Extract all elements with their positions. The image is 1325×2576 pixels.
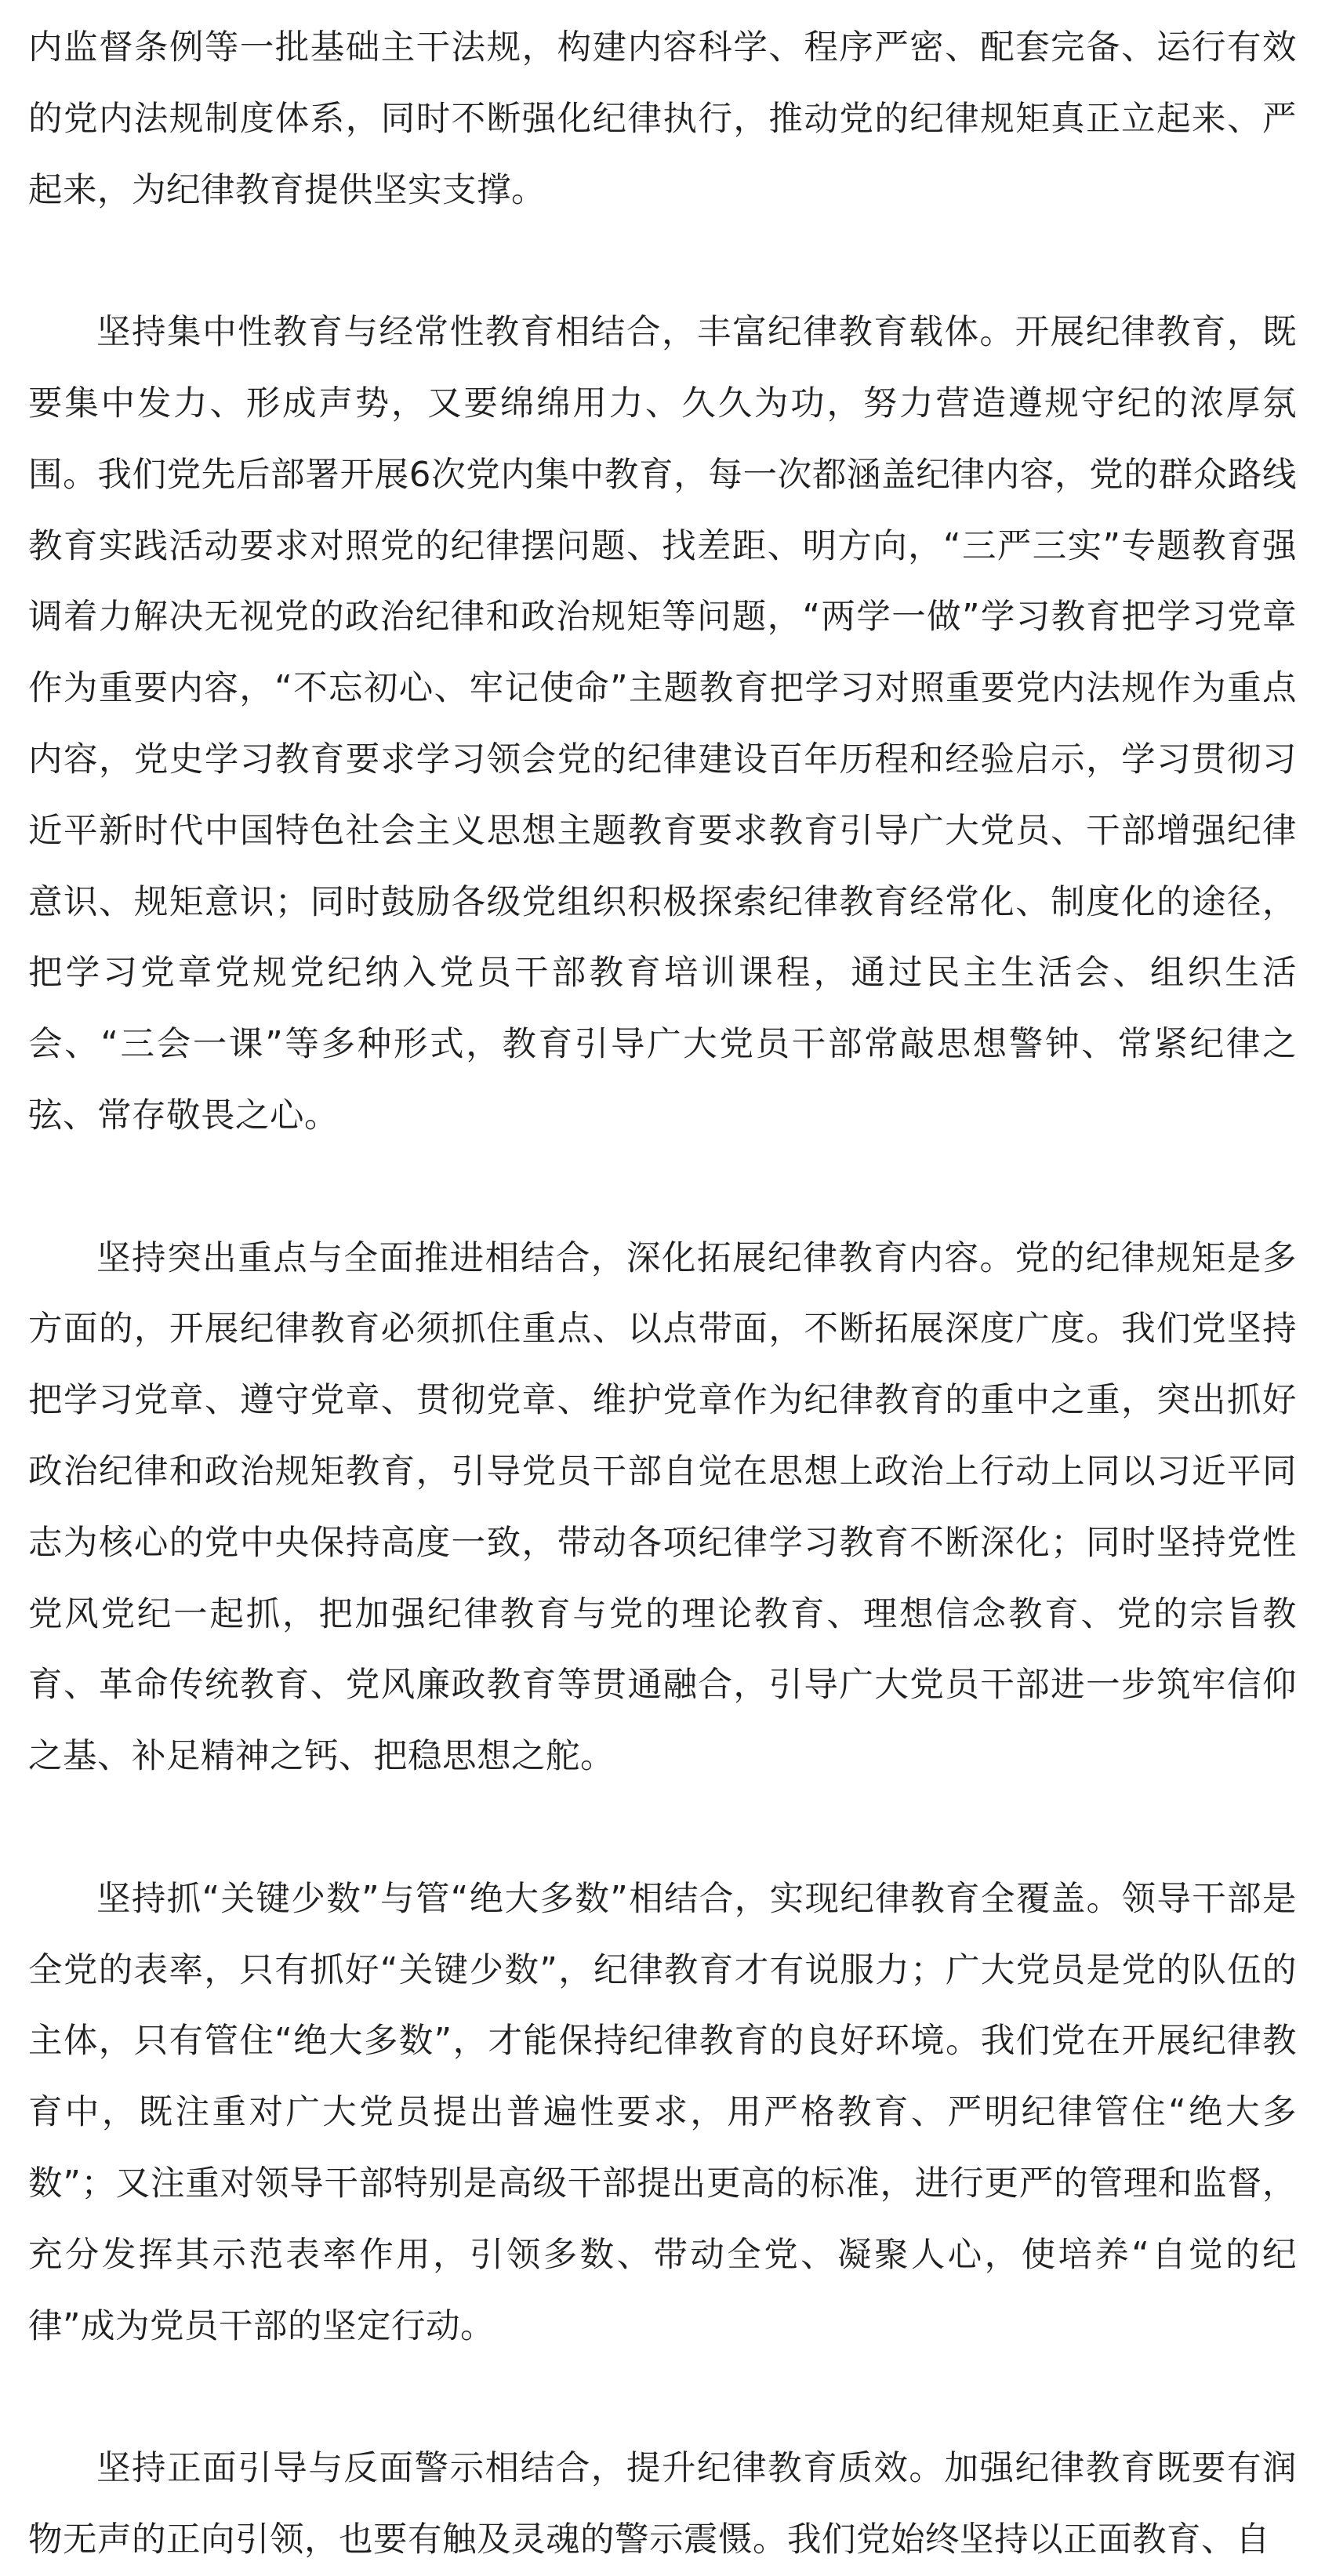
paragraph-1: 内监督条例等一批基础主干法规，构建内容科学、程序严密、配套完备、运行有效的党内法规制度体系，同时不断强化纪律执行，推动党的纪律规矩真正立起来、严起来，为纪律教育提供坚实支撑。 xyxy=(28,28,1297,210)
paragraph-5: 坚持正面引导与反面警示相结合，提升纪律教育质效。加强纪律教育既要有润物无声的正向引领，也要有触及灵魂的警示震慑。我们党始终坚持以正面教育、自 xyxy=(28,2449,1297,2560)
paragraph-2: 坚持集中性教育与经常性教育相结合，丰富纪律教育载体。开展纪律教育，既要集中发力、形成声势，又要绵绵用力、久久为功，努力营造遵规守纪的浓厚氛围。我们党先后部署开展6次党内集中教育，每一次都涵盖纪律内容，党的群众路线教育实践活动要求对照党的纪律摆问题、找差距、明方向，“三严三实”专题教育强调着力解决无视党的政治纪律和政治规矩等问题，“两学一做”学习教育把学习党章作为重要内容，“不忘初心、牢记使命”主题教育把学习对照重要党内法规作为重点内容，党史学习教育要求学习领会党的纪律建设百年历程和经验启示，学习贯彻习近平新时代中国特色社会主义思想主题教育要求教育引导广大党员、干部增强纪律意识、规矩意识；同时鼓励各级党组织积极探索纪律教育经常化、制度化的途径，把学习党章党规党纪纳入党员干部教育培训课程，通过民主生活会、组织生活会、“三会一课”等多种形式，教育引导广大党员干部常敲思想警钟、常紧纪律之弦、常存敬畏之心。 xyxy=(28,313,1297,1135)
paragraph-3: 坚持突出重点与全面推进相结合，深化拓展纪律教育内容。党的纪律规矩是多方面的，开展纪律教育必须抓住重点、以点带面，不断拓展深度广度。我们党坚持把学习党章、遵守党章、贯彻党章、维护党章作为纪律教育的重中之重，突出抓好政治纪律和政治规矩教育，引导党员干部自觉在思想上政治上行动上同以习近平同志为核心的党中央保持高度一致，带动各项纪律学习教育不断深化；同时坚持党性党风党纪一起抓，把加强纪律教育与党的理论教育、理想信念教育、党的宗旨教育、革命传统教育、党风廉政教育等贯通融合，引导广大党员干部进一步筑牢信仰之基、补足精神之钙、把稳思想之舵。 xyxy=(28,1238,1297,1777)
article-body xyxy=(28,0,1297,2576)
paragraph-4: 坚持抓“关键少数”与管“绝大多数”相结合，实现纪律教育全覆盖。领导干部是全党的表率，只有抓好“关键少数”，纪律教育才有说服力；广大党员是党的队伍的主体，只有管住“绝大多数”，才能保持纪律教育的良好环境。我们党在开展纪律教育中，既注重对广大党员提出普遍性要求，用严格教育、严明纪律管住“绝大多数”；又注重对领导干部特别是高级干部提出更高的标准，进行更严的管理和监督，充分发挥其示范表率作用，引领多数、带动全党、凝聚人心，使培养“自觉的纪律”成为党员干部的坚定行动。 xyxy=(28,1879,1297,2346)
